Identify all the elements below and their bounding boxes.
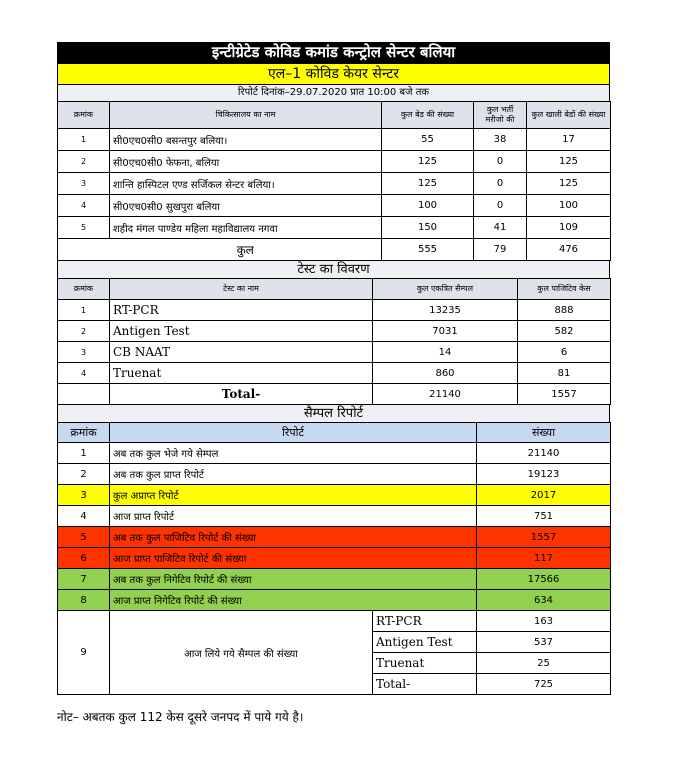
total-admitted: 79	[474, 239, 527, 261]
row-number: 4	[58, 506, 110, 527]
hospital-name: शान्ति हास्पिटल एण्ड सर्जिकल सेन्टर बलिया।	[110, 173, 382, 195]
report-value: 634	[477, 590, 611, 611]
positive-count: 81	[518, 363, 611, 384]
positive-count: 6	[518, 342, 611, 363]
today-sample-row	[58, 611, 611, 632]
report-value: 17566	[477, 569, 611, 590]
page-title: इन्टीग्रेटेड कोविड कमांड कन्ट्रोल सेन्टर बलिया	[57, 42, 610, 63]
hospital-row	[58, 217, 611, 239]
row-number: 4	[58, 363, 110, 384]
sample-report-row	[58, 527, 611, 548]
hospital-row	[58, 151, 611, 173]
tests-total-positive: 1557	[518, 384, 611, 405]
report-value: 21140	[477, 443, 611, 464]
today-test-value: 25	[477, 653, 611, 674]
report-label: आज प्राप्त रिपोर्ट	[110, 506, 477, 527]
report-label: कुल अप्राप्त रिपोर्ट	[110, 485, 477, 506]
positive-count: 582	[518, 321, 611, 342]
row-number: 3	[58, 173, 110, 195]
report-label: अब तक कुल पाजिटिव रिपोर्ट की संख्या	[110, 527, 477, 548]
report-sheet	[57, 42, 610, 695]
row-number: 2	[58, 464, 110, 485]
empty-bed-count: 17	[527, 129, 611, 151]
test-row	[58, 342, 611, 363]
row-number: 3	[58, 485, 110, 506]
tests-total-row	[58, 384, 611, 405]
samples-count: 13235	[373, 300, 518, 321]
hospital-total-row	[58, 239, 611, 261]
header-cell: रिपोर्ट	[110, 423, 477, 443]
admitted-count: 0	[474, 173, 527, 195]
hospital-row	[58, 195, 611, 217]
hospital-table	[57, 101, 611, 261]
report-label: आज प्राप्त निगेटिव रिपोर्ट की संख्या	[110, 590, 477, 611]
header-cell: कुल बेड की संख्या	[382, 102, 474, 129]
today-test-name: RT-PCR	[373, 611, 477, 632]
report-label: अब तक कुल भेजे गये सेम्पल	[110, 443, 477, 464]
header-cell: क्रमांक	[58, 102, 110, 129]
total-label: कुल	[110, 239, 382, 261]
admitted-count: 0	[474, 195, 527, 217]
sample-table-header	[58, 423, 611, 443]
header-cell: चिकित्सालय का नाम	[110, 102, 382, 129]
hospital-row	[58, 129, 611, 151]
sample-report-row	[58, 590, 611, 611]
header-cell: क्रमांक	[58, 279, 110, 300]
report-label: आज प्राप्त पाजिटिव रिपोर्ट की संख्या	[110, 548, 477, 569]
today-samples-label: आज लिये गये सैम्पल की संख्या	[110, 611, 373, 695]
admitted-count: 38	[474, 129, 527, 151]
sample-report-row	[58, 464, 611, 485]
header-cell: कुल खाली बेडों की संख्या	[527, 102, 611, 129]
test-name: Truenat	[110, 363, 373, 384]
hospital-name: शहीद मंगल पाण्डेय महिला महाविद्यालय नगवा	[110, 217, 382, 239]
bed-count: 55	[382, 129, 474, 151]
sample-report-row	[58, 485, 611, 506]
hospital-name: सी0एच0सी0 फेफना, बलिया	[110, 151, 382, 173]
row-number: 8	[58, 590, 110, 611]
report-label: अब तक कुल निगेटिव रिपोर्ट की संख्या	[110, 569, 477, 590]
row-number: 4	[58, 195, 110, 217]
footnote: नोट– अबतक कुल 112 केस दूसरे जनपद में पाये गये है।	[57, 710, 304, 724]
tests-section-title: टेस्ट का विवरण	[57, 261, 610, 278]
test-row	[58, 321, 611, 342]
admitted-count: 41	[474, 217, 527, 239]
report-value: 117	[477, 548, 611, 569]
today-test-name: Truenat	[373, 653, 477, 674]
row-number: 5	[58, 217, 110, 239]
hospital-name: सी0एच0सी0 बसन्तपुर बलिया।	[110, 129, 382, 151]
row-number: 2	[58, 321, 110, 342]
samples-count: 7031	[373, 321, 518, 342]
today-test-name: Total-	[373, 674, 477, 695]
report-value: 751	[477, 506, 611, 527]
sample-section-title: सैम्पल रिपोर्ट	[57, 405, 610, 422]
bed-count: 100	[382, 195, 474, 217]
test-name: Antigen Test	[110, 321, 373, 342]
today-test-name: Antigen Test	[373, 632, 477, 653]
report-value: 1557	[477, 527, 611, 548]
row-number: 1	[58, 129, 110, 151]
empty-bed-count: 125	[527, 151, 611, 173]
tests-total-label: Total-	[110, 384, 373, 405]
sample-report-row	[58, 443, 611, 464]
header-cell: संख्या	[477, 423, 611, 443]
row-number: 2	[58, 151, 110, 173]
hospital-row	[58, 173, 611, 195]
row-number: 9	[58, 611, 110, 695]
hospital-table-header	[58, 102, 611, 129]
test-row	[58, 363, 611, 384]
row-number: 6	[58, 548, 110, 569]
today-test-value: 725	[477, 674, 611, 695]
report-value: 2017	[477, 485, 611, 506]
tests-table	[57, 278, 611, 405]
samples-count: 14	[373, 342, 518, 363]
bed-count: 125	[382, 151, 474, 173]
report-date: रिपोर्ट दिनांक–29.07.2020 प्रात 10:00 बजे तक	[57, 85, 610, 101]
test-name: CB NAAT	[110, 342, 373, 363]
report-label: अब तक कुल प्राप्त रिपोर्ट	[110, 464, 477, 485]
test-row	[58, 300, 611, 321]
header-cell: कुल पाजिटिव केस	[518, 279, 611, 300]
bed-count: 125	[382, 173, 474, 195]
hospital-name: सी0एच0सी0 सुखपुरा बलिया	[110, 195, 382, 217]
total-beds: 555	[382, 239, 474, 261]
bed-count: 150	[382, 217, 474, 239]
total-empty: 476	[527, 239, 611, 261]
positive-count: 888	[518, 300, 611, 321]
header-cell: क्रमांक	[58, 423, 110, 443]
today-test-value: 163	[477, 611, 611, 632]
samples-count: 860	[373, 363, 518, 384]
row-number: 1	[58, 300, 110, 321]
page-subtitle: एल–1 कोविड केयर सेन्टर	[57, 63, 610, 85]
header-cell: कुल भर्ती मरीजो की	[474, 102, 527, 129]
test-name: RT-PCR	[110, 300, 373, 321]
row-number: 7	[58, 569, 110, 590]
tests-table-header	[58, 279, 611, 300]
empty-bed-count: 125	[527, 173, 611, 195]
row-number: 5	[58, 527, 110, 548]
row-number: 1	[58, 443, 110, 464]
sample-report-table	[57, 422, 611, 695]
empty-bed-count: 109	[527, 217, 611, 239]
report-value: 19123	[477, 464, 611, 485]
empty-bed-count: 100	[527, 195, 611, 217]
header-cell: कुल एकत्रित सैम्पल	[373, 279, 518, 300]
today-test-value: 537	[477, 632, 611, 653]
row-number: 3	[58, 342, 110, 363]
header-cell: टेस्ट का नाम	[110, 279, 373, 300]
admitted-count: 0	[474, 151, 527, 173]
sample-report-row	[58, 506, 611, 527]
tests-total-samples: 21140	[373, 384, 518, 405]
sample-report-row	[58, 548, 611, 569]
sample-report-row	[58, 569, 611, 590]
